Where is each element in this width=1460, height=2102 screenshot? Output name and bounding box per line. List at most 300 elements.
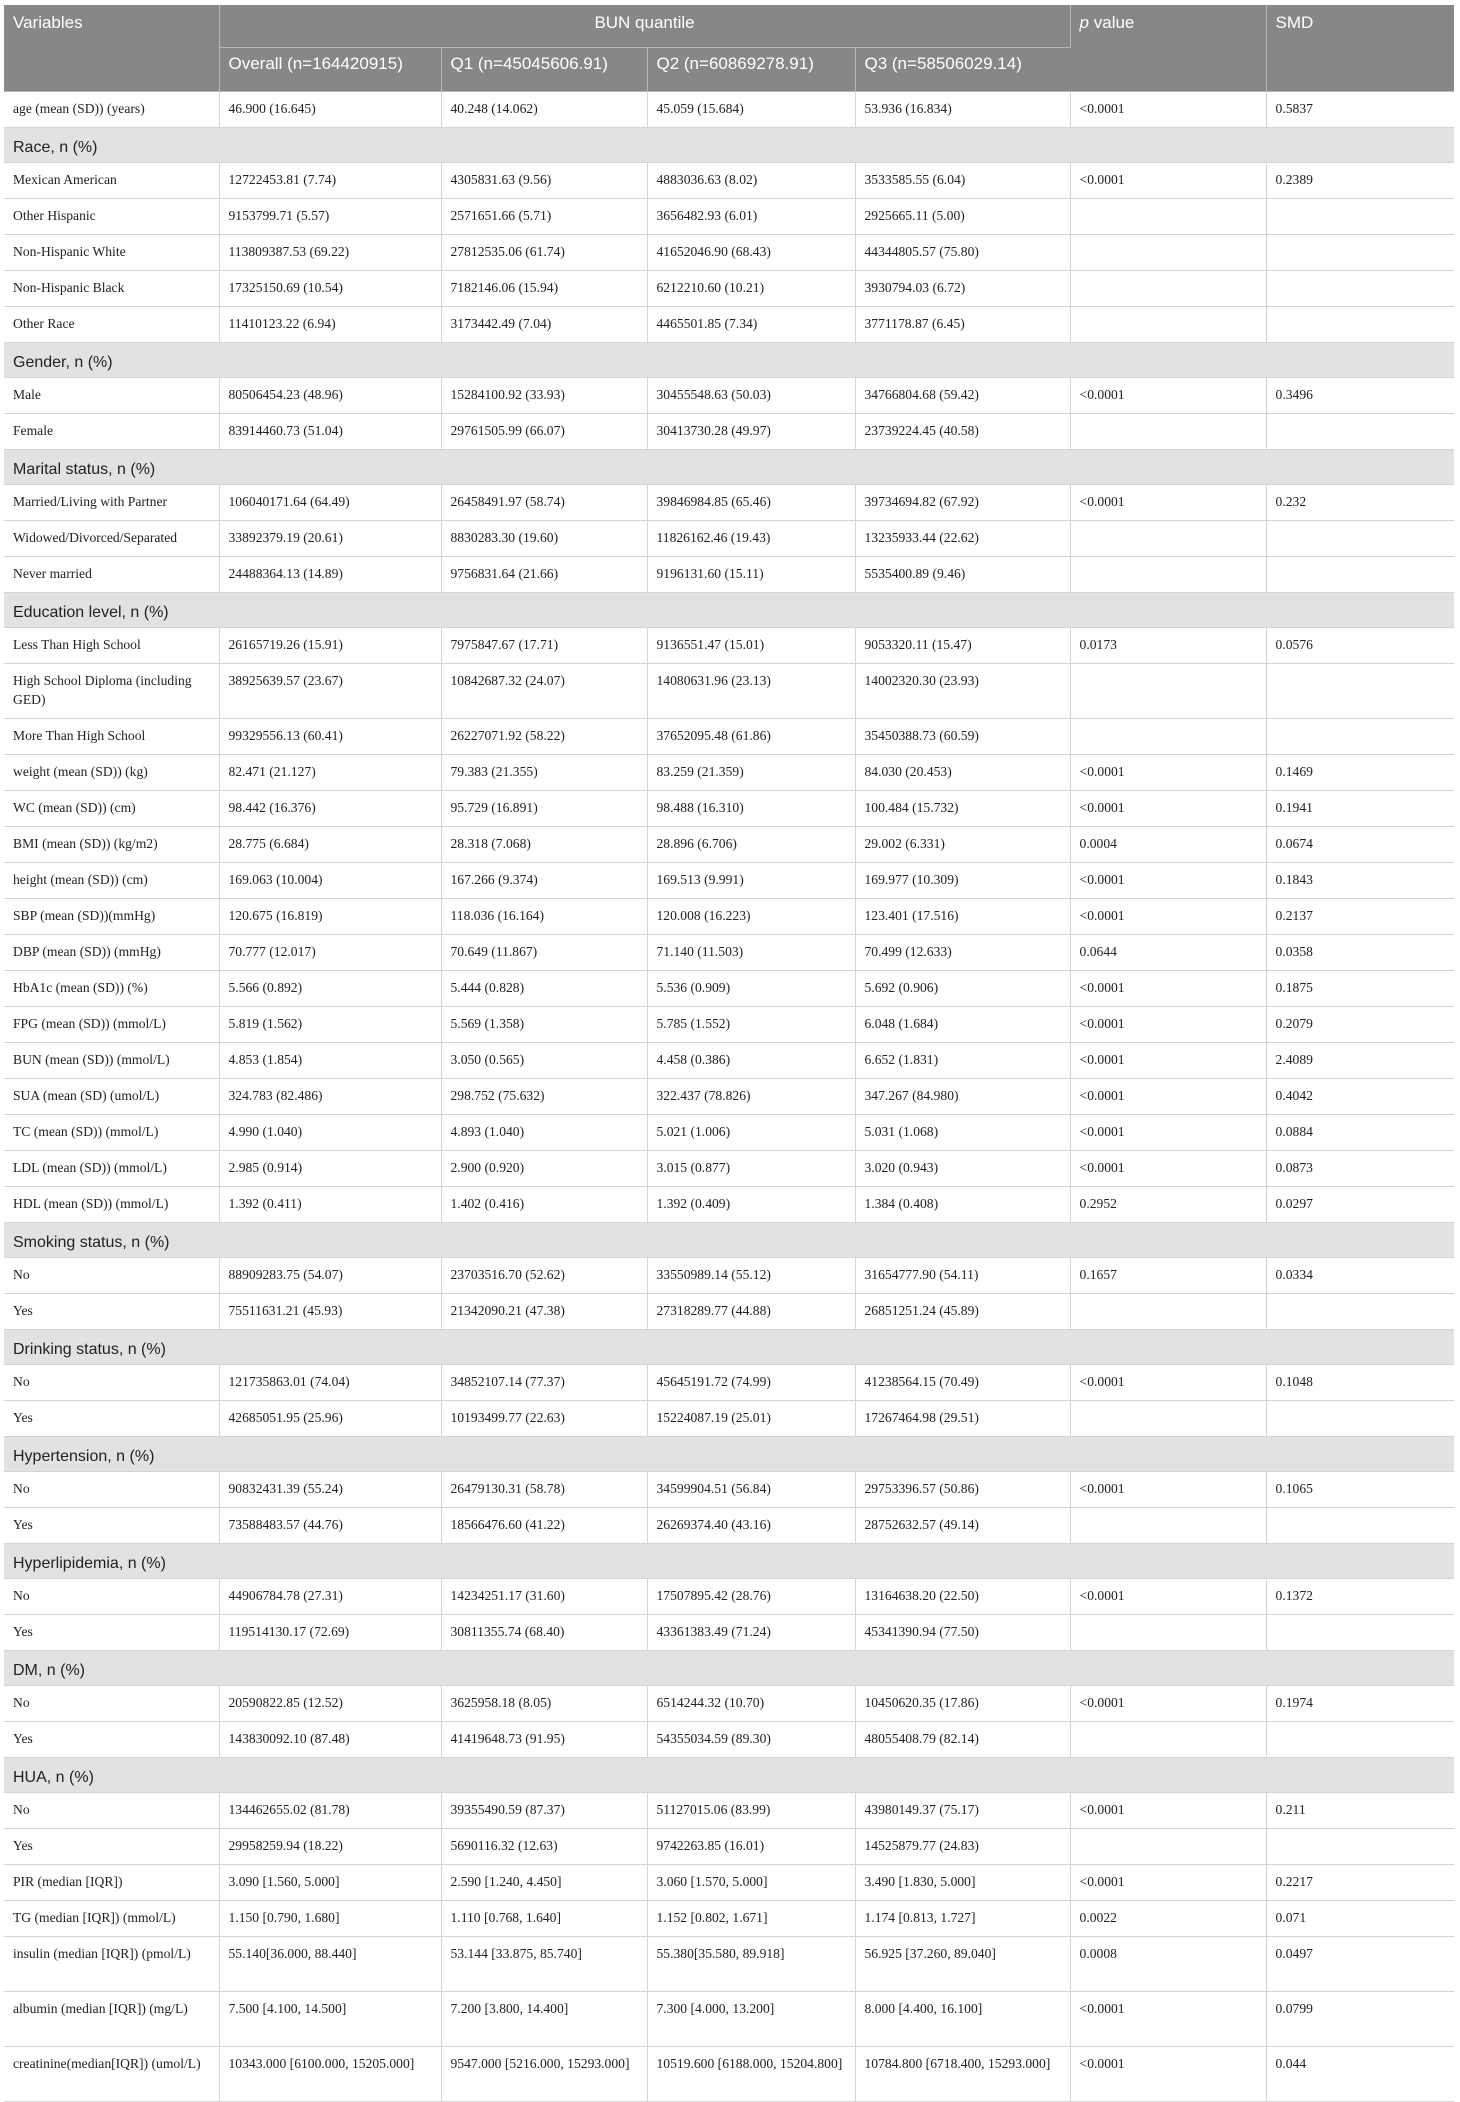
table-header <box>4 5 1454 92</box>
q3-cell: 34766804.68 (59.42) <box>855 378 1070 414</box>
overall-cell: 44906784.78 (27.31) <box>219 1579 441 1615</box>
p-value-cell: <0.0001 <box>1070 971 1266 1007</box>
q1-cell: 27812535.06 (61.74) <box>441 235 647 271</box>
q3-cell: 53.936 (16.834) <box>855 92 1070 128</box>
q3-cell: 1.384 (0.408) <box>855 1187 1070 1223</box>
variable-cell: Widowed/Divorced/Separated <box>4 521 219 557</box>
overall-cell: 143830092.10 (87.48) <box>219 1722 441 1758</box>
q1-cell: 9756831.64 (21.66) <box>441 557 647 593</box>
table-row <box>4 1992 1454 2047</box>
smd-cell: 0.1065 <box>1266 1472 1454 1508</box>
smd-cell: 0.1372 <box>1266 1579 1454 1615</box>
p-value-cell <box>1070 235 1266 271</box>
q1-cell: 95.729 (16.891) <box>441 791 647 827</box>
q2-cell: 14080631.96 (23.13) <box>647 664 855 719</box>
table-row <box>4 378 1454 414</box>
q3-cell: 26851251.24 (45.89) <box>855 1294 1070 1330</box>
variable-cell: TG (median [IQR]) (mmol/L) <box>4 1901 219 1937</box>
overall-cell: 1.392 (0.411) <box>219 1187 441 1223</box>
variable-cell: SUA (mean (SD) (umol/L) <box>4 1079 219 1115</box>
q2-cell: 1.392 (0.409) <box>647 1187 855 1223</box>
variable-cell: Yes <box>4 1722 219 1758</box>
p-value-cell <box>1070 307 1266 343</box>
q2-cell: 41652046.90 (68.43) <box>647 235 855 271</box>
q2-header: Q2 (n=60869278.91) <box>647 48 855 92</box>
overall-cell: 80506454.23 (48.96) <box>219 378 441 414</box>
overall-header: Overall (n=164420915) <box>219 48 441 92</box>
q3-cell: 6.652 (1.831) <box>855 1043 1070 1079</box>
overall-cell: 120.675 (16.819) <box>219 899 441 935</box>
table-row <box>4 414 1454 450</box>
smd-cell <box>1266 307 1454 343</box>
q3-cell: 29.002 (6.331) <box>855 827 1070 863</box>
table-row <box>4 755 1454 791</box>
table-row <box>4 485 1454 521</box>
q1-cell: 7.200 [3.800, 14.400] <box>441 1992 647 2047</box>
overall-cell: 12722453.81 (7.74) <box>219 163 441 199</box>
q1-cell: 9547.000 [5216.000, 15293.000] <box>441 2047 647 2102</box>
p-value-cell: <0.0001 <box>1070 1079 1266 1115</box>
variable-cell: PIR (median [IQR]) <box>4 1865 219 1901</box>
overall-cell: 5.819 (1.562) <box>219 1007 441 1043</box>
q3-cell: 41238564.15 (70.49) <box>855 1365 1070 1401</box>
section-label: Marital status, n (%) <box>4 450 1454 485</box>
section-row <box>4 1330 1454 1365</box>
q2-cell: 39846984.85 (65.46) <box>647 485 855 521</box>
overall-cell: 106040171.64 (64.49) <box>219 485 441 521</box>
header-row-top <box>4 5 1454 48</box>
q1-cell: 1.110 [0.768, 1.640] <box>441 1901 647 1937</box>
smd-cell: 0.2389 <box>1266 163 1454 199</box>
variable-cell: Other Hispanic <box>4 199 219 235</box>
q1-cell: 26479130.31 (58.78) <box>441 1472 647 1508</box>
q1-cell: 10193499.77 (22.63) <box>441 1401 647 1437</box>
smd-cell: 0.1843 <box>1266 863 1454 899</box>
overall-cell: 113809387.53 (69.22) <box>219 235 441 271</box>
q1-cell: 34852107.14 (77.37) <box>441 1365 647 1401</box>
q1-cell: 29761505.99 (66.07) <box>441 414 647 450</box>
smd-cell <box>1266 414 1454 450</box>
q1-cell: 26227071.92 (58.22) <box>441 719 647 755</box>
p-value-cell: 0.0173 <box>1070 628 1266 664</box>
section-row <box>4 343 1454 378</box>
smd-cell: 0.1974 <box>1266 1686 1454 1722</box>
overall-cell: 33892379.19 (20.61) <box>219 521 441 557</box>
p-value-cell <box>1070 414 1266 450</box>
smd-cell: 0.0674 <box>1266 827 1454 863</box>
p-value-cell <box>1070 199 1266 235</box>
smd-cell: 0.071 <box>1266 1901 1454 1937</box>
table-row <box>4 1901 1454 1937</box>
variable-cell: Yes <box>4 1294 219 1330</box>
variable-cell: No <box>4 1472 219 1508</box>
q1-cell: 118.036 (16.164) <box>441 899 647 935</box>
q2-cell: 98.488 (16.310) <box>647 791 855 827</box>
q1-cell: 10842687.32 (24.07) <box>441 664 647 719</box>
q1-cell: 8830283.30 (19.60) <box>441 521 647 557</box>
q2-cell: 10519.600 [6188.000, 15204.800] <box>647 2047 855 2102</box>
q3-cell: 84.030 (20.453) <box>855 755 1070 791</box>
p-value-cell: 0.0004 <box>1070 827 1266 863</box>
q2-cell: 83.259 (21.359) <box>647 755 855 791</box>
variable-cell: SBP (mean (SD))(mmHg) <box>4 899 219 935</box>
overall-cell: 7.500 [4.100, 14.500] <box>219 1992 441 2047</box>
variable-cell: Yes <box>4 1508 219 1544</box>
table-row <box>4 1294 1454 1330</box>
table-row <box>4 899 1454 935</box>
variable-cell: Other Race <box>4 307 219 343</box>
overall-cell: 169.063 (10.004) <box>219 863 441 899</box>
p-value-cell: <0.0001 <box>1070 755 1266 791</box>
q2-cell: 4.458 (0.386) <box>647 1043 855 1079</box>
variable-cell: LDL (mean (SD)) (mmol/L) <box>4 1151 219 1187</box>
overall-cell: 4.990 (1.040) <box>219 1115 441 1151</box>
q2-cell: 43361383.49 (71.24) <box>647 1615 855 1651</box>
overall-cell: 4.853 (1.854) <box>219 1043 441 1079</box>
q3-cell: 5.692 (0.906) <box>855 971 1070 1007</box>
table-row <box>4 863 1454 899</box>
q3-cell: 45341390.94 (77.50) <box>855 1615 1070 1651</box>
smd-cell <box>1266 1508 1454 1544</box>
q2-cell: 71.140 (11.503) <box>647 935 855 971</box>
q3-cell: 169.977 (10.309) <box>855 863 1070 899</box>
smd-cell: 0.2137 <box>1266 899 1454 935</box>
overall-cell: 24488364.13 (14.89) <box>219 557 441 593</box>
q1-cell: 3173442.49 (7.04) <box>441 307 647 343</box>
section-label: HUA, n (%) <box>4 1758 1454 1793</box>
smd-cell <box>1266 1722 1454 1758</box>
variable-cell: No <box>4 1579 219 1615</box>
p-value-cell: <0.0001 <box>1070 1151 1266 1187</box>
smd-cell <box>1266 1829 1454 1865</box>
q3-cell: 3533585.55 (6.04) <box>855 163 1070 199</box>
q1-cell: 26458491.97 (58.74) <box>441 485 647 521</box>
p-value-italic: p <box>1079 13 1090 32</box>
overall-cell: 29958259.94 (18.22) <box>219 1829 441 1865</box>
q3-header: Q3 (n=58506029.14) <box>855 48 1070 92</box>
overall-cell: 75511631.21 (45.93) <box>219 1294 441 1330</box>
q1-cell: 4.893 (1.040) <box>441 1115 647 1151</box>
variable-cell: No <box>4 1365 219 1401</box>
smd-cell: 0.4042 <box>1266 1079 1454 1115</box>
smd-header: SMD <box>1266 5 1454 92</box>
variable-cell: BUN (mean (SD)) (mmol/L) <box>4 1043 219 1079</box>
overall-cell: 82.471 (21.127) <box>219 755 441 791</box>
p-value-cell: <0.0001 <box>1070 1686 1266 1722</box>
p-value-cell <box>1070 557 1266 593</box>
q3-cell: 5.031 (1.068) <box>855 1115 1070 1151</box>
section-row <box>4 128 1454 163</box>
variable-cell: Non-Hispanic Black <box>4 271 219 307</box>
table-row <box>4 1722 1454 1758</box>
p-value-cell <box>1070 1829 1266 1865</box>
variable-cell: Never married <box>4 557 219 593</box>
table-row <box>4 827 1454 863</box>
smd-cell: 0.0576 <box>1266 628 1454 664</box>
p-value-cell: <0.0001 <box>1070 1365 1266 1401</box>
section-row <box>4 1758 1454 1793</box>
overall-cell: 324.783 (82.486) <box>219 1079 441 1115</box>
table-row <box>4 971 1454 1007</box>
variable-cell: High School Diploma (including GED) <box>4 664 219 719</box>
smd-cell: 0.232 <box>1266 485 1454 521</box>
q2-cell: 5.021 (1.006) <box>647 1115 855 1151</box>
table-row <box>4 1258 1454 1294</box>
q2-cell: 28.896 (6.706) <box>647 827 855 863</box>
q1-cell: 2571651.66 (5.71) <box>441 199 647 235</box>
q3-cell: 70.499 (12.633) <box>855 935 1070 971</box>
variable-cell: age (mean (SD)) (years) <box>4 92 219 128</box>
table-row <box>4 1829 1454 1865</box>
variable-cell: WC (mean (SD)) (cm) <box>4 791 219 827</box>
smd-cell: 0.2079 <box>1266 1007 1454 1043</box>
smd-cell: 0.211 <box>1266 1793 1454 1829</box>
q3-cell: 100.484 (15.732) <box>855 791 1070 827</box>
variable-cell: HDL (mean (SD)) (mmol/L) <box>4 1187 219 1223</box>
table-body <box>4 92 1454 2102</box>
variable-cell: HbA1c (mean (SD)) (%) <box>4 971 219 1007</box>
table-row <box>4 628 1454 664</box>
variable-cell: Mexican American <box>4 163 219 199</box>
smd-cell: 0.0297 <box>1266 1187 1454 1223</box>
table-row <box>4 1365 1454 1401</box>
q1-cell: 41419648.73 (91.95) <box>441 1722 647 1758</box>
p-value-cell: 0.2952 <box>1070 1187 1266 1223</box>
smd-cell: 0.3496 <box>1266 378 1454 414</box>
smd-cell: 0.1048 <box>1266 1365 1454 1401</box>
overall-cell: 119514130.17 (72.69) <box>219 1615 441 1651</box>
section-row <box>4 1223 1454 1258</box>
q3-cell: 43980149.37 (75.17) <box>855 1793 1070 1829</box>
q2-cell: 6514244.32 (10.70) <box>647 1686 855 1722</box>
table-row <box>4 1793 1454 1829</box>
overall-cell: 1.150 [0.790, 1.680] <box>219 1901 441 1937</box>
q3-cell: 28752632.57 (49.14) <box>855 1508 1070 1544</box>
section-label: Drinking status, n (%) <box>4 1330 1454 1365</box>
section-label: Smoking status, n (%) <box>4 1223 1454 1258</box>
q1-cell: 15284100.92 (33.93) <box>441 378 647 414</box>
variable-cell: FPG (mean (SD)) (mmol/L) <box>4 1007 219 1043</box>
smd-cell: 2.4089 <box>1266 1043 1454 1079</box>
q2-cell: 3.015 (0.877) <box>647 1151 855 1187</box>
q3-cell: 10450620.35 (17.86) <box>855 1686 1070 1722</box>
p-value-cell: <0.0001 <box>1070 899 1266 935</box>
p-value-cell: <0.0001 <box>1070 378 1266 414</box>
q3-cell: 3.020 (0.943) <box>855 1151 1070 1187</box>
q2-cell: 33550989.14 (55.12) <box>647 1258 855 1294</box>
smd-cell: 0.1875 <box>1266 971 1454 1007</box>
variable-cell: Less Than High School <box>4 628 219 664</box>
q3-cell: 31654777.90 (54.11) <box>855 1258 1070 1294</box>
q3-cell: 35450388.73 (60.59) <box>855 719 1070 755</box>
p-value-cell: <0.0001 <box>1070 1992 1266 2047</box>
q2-cell: 3656482.93 (6.01) <box>647 199 855 235</box>
q1-cell: 7975847.67 (17.71) <box>441 628 647 664</box>
overall-cell: 134462655.02 (81.78) <box>219 1793 441 1829</box>
p-value-cell <box>1070 271 1266 307</box>
q2-cell: 45.059 (15.684) <box>647 92 855 128</box>
p-value-suffix: value <box>1089 13 1135 32</box>
table-row <box>4 307 1454 343</box>
overall-cell: 55.140[36.000, 88.440] <box>219 1937 441 1992</box>
variable-cell: albumin (median [IQR]) (mg/L) <box>4 1992 219 2047</box>
overall-cell: 10343.000 [6100.000, 15205.000] <box>219 2047 441 2102</box>
q3-cell: 13235933.44 (22.62) <box>855 521 1070 557</box>
q1-cell: 2.900 (0.920) <box>441 1151 647 1187</box>
smd-cell <box>1266 1294 1454 1330</box>
overall-cell: 20590822.85 (12.52) <box>219 1686 441 1722</box>
variable-cell: Married/Living with Partner <box>4 485 219 521</box>
table-row <box>4 664 1454 719</box>
q1-cell: 3625958.18 (8.05) <box>441 1686 647 1722</box>
q3-cell: 9053320.11 (15.47) <box>855 628 1070 664</box>
q3-cell: 13164638.20 (22.50) <box>855 1579 1070 1615</box>
p-value-cell: <0.0001 <box>1070 1865 1266 1901</box>
q1-cell: 5690116.32 (12.63) <box>441 1829 647 1865</box>
p-value-header <box>1070 5 1266 92</box>
smd-cell: 0.0334 <box>1266 1258 1454 1294</box>
table-row <box>4 235 1454 271</box>
smd-cell <box>1266 521 1454 557</box>
q2-cell: 322.437 (78.826) <box>647 1079 855 1115</box>
smd-cell <box>1266 719 1454 755</box>
q2-cell: 11826162.46 (19.43) <box>647 521 855 557</box>
q2-cell: 37652095.48 (61.86) <box>647 719 855 755</box>
p-value-cell: <0.0001 <box>1070 1472 1266 1508</box>
smd-cell: 0.0497 <box>1266 1937 1454 1992</box>
table-row <box>4 1151 1454 1187</box>
p-value-cell: 0.1657 <box>1070 1258 1266 1294</box>
q3-cell: 6.048 (1.684) <box>855 1007 1070 1043</box>
table-row <box>4 199 1454 235</box>
q1-cell: 30811355.74 (68.40) <box>441 1615 647 1651</box>
q1-cell: 39355490.59 (87.37) <box>441 1793 647 1829</box>
p-value-cell: 0.0022 <box>1070 1901 1266 1937</box>
table-row <box>4 163 1454 199</box>
section-row <box>4 1544 1454 1579</box>
baseline-characteristics-table <box>4 5 1454 2102</box>
table-row <box>4 1187 1454 1223</box>
overall-cell: 98.442 (16.376) <box>219 791 441 827</box>
smd-cell: 0.0358 <box>1266 935 1454 971</box>
variable-cell: No <box>4 1258 219 1294</box>
q2-cell: 6212210.60 (10.21) <box>647 271 855 307</box>
smd-cell <box>1266 235 1454 271</box>
table-row <box>4 1508 1454 1544</box>
smd-cell: 0.1941 <box>1266 791 1454 827</box>
table-row <box>4 1043 1454 1079</box>
table-row <box>4 1579 1454 1615</box>
p-value-cell: <0.0001 <box>1070 1007 1266 1043</box>
variable-cell: Yes <box>4 1829 219 1865</box>
variable-cell: DBP (mean (SD)) (mmHg) <box>4 935 219 971</box>
q1-cell: 298.752 (75.632) <box>441 1079 647 1115</box>
overall-cell: 99329556.13 (60.41) <box>219 719 441 755</box>
q3-cell: 123.401 (17.516) <box>855 899 1070 935</box>
table-row <box>4 1615 1454 1651</box>
q2-cell: 45645191.72 (74.99) <box>647 1365 855 1401</box>
overall-cell: 28.775 (6.684) <box>219 827 441 863</box>
section-label: Hypertension, n (%) <box>4 1437 1454 1472</box>
q1-cell: 5.444 (0.828) <box>441 971 647 1007</box>
q1-cell: 7182146.06 (15.94) <box>441 271 647 307</box>
section-label: DM, n (%) <box>4 1651 1454 1686</box>
q2-cell: 1.152 [0.802, 1.671] <box>647 1901 855 1937</box>
q2-cell: 30455548.63 (50.03) <box>647 378 855 414</box>
section-label: Education level, n (%) <box>4 593 1454 628</box>
variable-cell: Male <box>4 378 219 414</box>
q3-cell: 5535400.89 (9.46) <box>855 557 1070 593</box>
q2-cell: 4883036.63 (8.02) <box>647 163 855 199</box>
q1-cell: 3.050 (0.565) <box>441 1043 647 1079</box>
q1-cell: 4305831.63 (9.56) <box>441 163 647 199</box>
smd-cell: 0.2217 <box>1266 1865 1454 1901</box>
section-label: Hyperlipidemia, n (%) <box>4 1544 1454 1579</box>
smd-cell: 0.0884 <box>1266 1115 1454 1151</box>
p-value-cell <box>1070 521 1266 557</box>
p-value-cell <box>1070 664 1266 719</box>
table-row <box>4 1115 1454 1151</box>
overall-cell: 88909283.75 (54.07) <box>219 1258 441 1294</box>
q3-cell: 44344805.57 (75.80) <box>855 235 1070 271</box>
q2-cell: 9742263.85 (16.01) <box>647 1829 855 1865</box>
q3-cell: 14525879.77 (24.83) <box>855 1829 1070 1865</box>
overall-cell: 73588483.57 (44.76) <box>219 1508 441 1544</box>
p-value-cell <box>1070 1722 1266 1758</box>
p-value-cell: 0.0644 <box>1070 935 1266 971</box>
table-row <box>4 1007 1454 1043</box>
q1-cell: 28.318 (7.068) <box>441 827 647 863</box>
overall-cell: 9153799.71 (5.57) <box>219 199 441 235</box>
variable-cell: More Than High School <box>4 719 219 755</box>
table-row <box>4 557 1454 593</box>
overall-cell: 5.566 (0.892) <box>219 971 441 1007</box>
q2-cell: 26269374.40 (43.16) <box>647 1508 855 1544</box>
q2-cell: 17507895.42 (28.76) <box>647 1579 855 1615</box>
q1-cell: 14234251.17 (31.60) <box>441 1579 647 1615</box>
q3-cell: 347.267 (84.980) <box>855 1079 1070 1115</box>
q2-cell: 54355034.59 (89.30) <box>647 1722 855 1758</box>
table-row <box>4 271 1454 307</box>
q2-cell: 5.536 (0.909) <box>647 971 855 1007</box>
q3-cell: 3771178.87 (6.45) <box>855 307 1070 343</box>
q3-cell: 2925665.11 (5.00) <box>855 199 1070 235</box>
p-value-cell: <0.0001 <box>1070 163 1266 199</box>
p-value-cell: <0.0001 <box>1070 2047 1266 2102</box>
variable-cell: weight (mean (SD)) (kg) <box>4 755 219 791</box>
smd-cell: 0.1469 <box>1266 755 1454 791</box>
variable-cell: insulin (median [IQR]) (pmol/L) <box>4 1937 219 1992</box>
smd-cell <box>1266 271 1454 307</box>
q3-cell: 39734694.82 (67.92) <box>855 485 1070 521</box>
q3-cell: 8.000 [4.400, 16.100] <box>855 1992 1070 2047</box>
table-row <box>4 1472 1454 1508</box>
section-row <box>4 1651 1454 1686</box>
section-label: Race, n (%) <box>4 128 1454 163</box>
p-value-cell <box>1070 1508 1266 1544</box>
q3-cell: 3930794.03 (6.72) <box>855 271 1070 307</box>
p-value-cell: <0.0001 <box>1070 1793 1266 1829</box>
q1-cell: 5.569 (1.358) <box>441 1007 647 1043</box>
variable-cell: TC (mean (SD)) (mmol/L) <box>4 1115 219 1151</box>
table-row <box>4 1079 1454 1115</box>
p-value-cell: 0.0008 <box>1070 1937 1266 1992</box>
table-row <box>4 92 1454 128</box>
p-value-cell <box>1070 1294 1266 1330</box>
overall-cell: 121735863.01 (74.04) <box>219 1365 441 1401</box>
overall-cell: 70.777 (12.017) <box>219 935 441 971</box>
p-value-cell: <0.0001 <box>1070 791 1266 827</box>
